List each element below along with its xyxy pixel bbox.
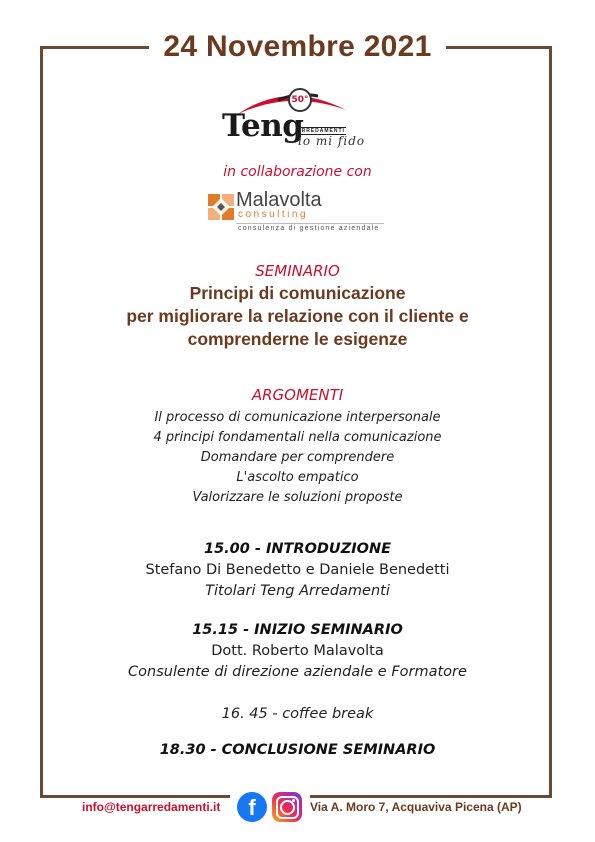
malavolta-name: Malavolta [236, 189, 322, 211]
seminar-speaker: Dott. Roberto Malavolta [211, 643, 384, 659]
conclusion: 18.30 - CONCLUSIONE SEMINARIO [159, 742, 436, 758]
intro-title: 15.00 - INTRODUZIONE [204, 541, 391, 557]
intro-role: Titolari Teng Arredamenti [205, 583, 390, 599]
topic-item: Domandare per comprendere [200, 450, 395, 465]
topic-item: Il processo di comunicazione interpersonale [154, 410, 441, 425]
teng-subtitle: ARREDAMENTI [297, 128, 345, 134]
topics-list [0, 408, 595, 508]
teng-wordmark: Teng [222, 108, 304, 144]
malavolta-mark-icon [208, 194, 234, 220]
facebook-icon[interactable]: f [237, 792, 267, 822]
seminar-label: SEMINARIO [255, 262, 340, 280]
teng-tagline: io mi fido [298, 134, 366, 148]
footer [0, 790, 595, 824]
seminar-title [0, 282, 595, 351]
coffee-break: 16. 45 - coffee break [221, 706, 374, 722]
topic-item: Valorizzare le soluzioni proposte [192, 490, 403, 505]
seminar-title-line: comprenderne le esigenze [187, 329, 408, 349]
malavolta-description: consulenza di gestione aziendale [238, 225, 380, 232]
malavolta-divider [236, 223, 384, 224]
event-date-text: 24 Novembre 2021 [149, 30, 445, 63]
topic-item: L'ascolto empatico [236, 470, 359, 485]
malavolta-consulting: consulting [238, 209, 309, 220]
malavolta-logo [208, 190, 388, 236]
instagram-icon[interactable] [272, 792, 302, 822]
seminar-title-line: per migliorare la relazione con il cliente e [126, 306, 469, 326]
seminar-speaker-role: Consulente di direzione aziendale e Formatore [128, 664, 467, 680]
topics-label: ARGOMENTI [251, 386, 344, 404]
seminar-start-title: 15.15 - INIZIO SEMINARIO [192, 622, 403, 638]
seminar-title-line: Principi di comunicazione [189, 283, 406, 303]
address-text: Via A. Moro 7, Acquaviva Picena (AP) [306, 800, 526, 814]
collaboration-text: in collaborazione con [223, 164, 372, 180]
anniversary-badge: 50° [288, 88, 312, 112]
email-link[interactable]: info@tengarredamenti.it [78, 800, 224, 814]
teng-logo [218, 86, 368, 158]
intro-speakers: Stefano Di Benedetto e Daniele Benedetti [145, 562, 450, 578]
event-date [0, 30, 595, 64]
topic-item: 4 principi fondamentali nella comunicazione [153, 430, 442, 445]
